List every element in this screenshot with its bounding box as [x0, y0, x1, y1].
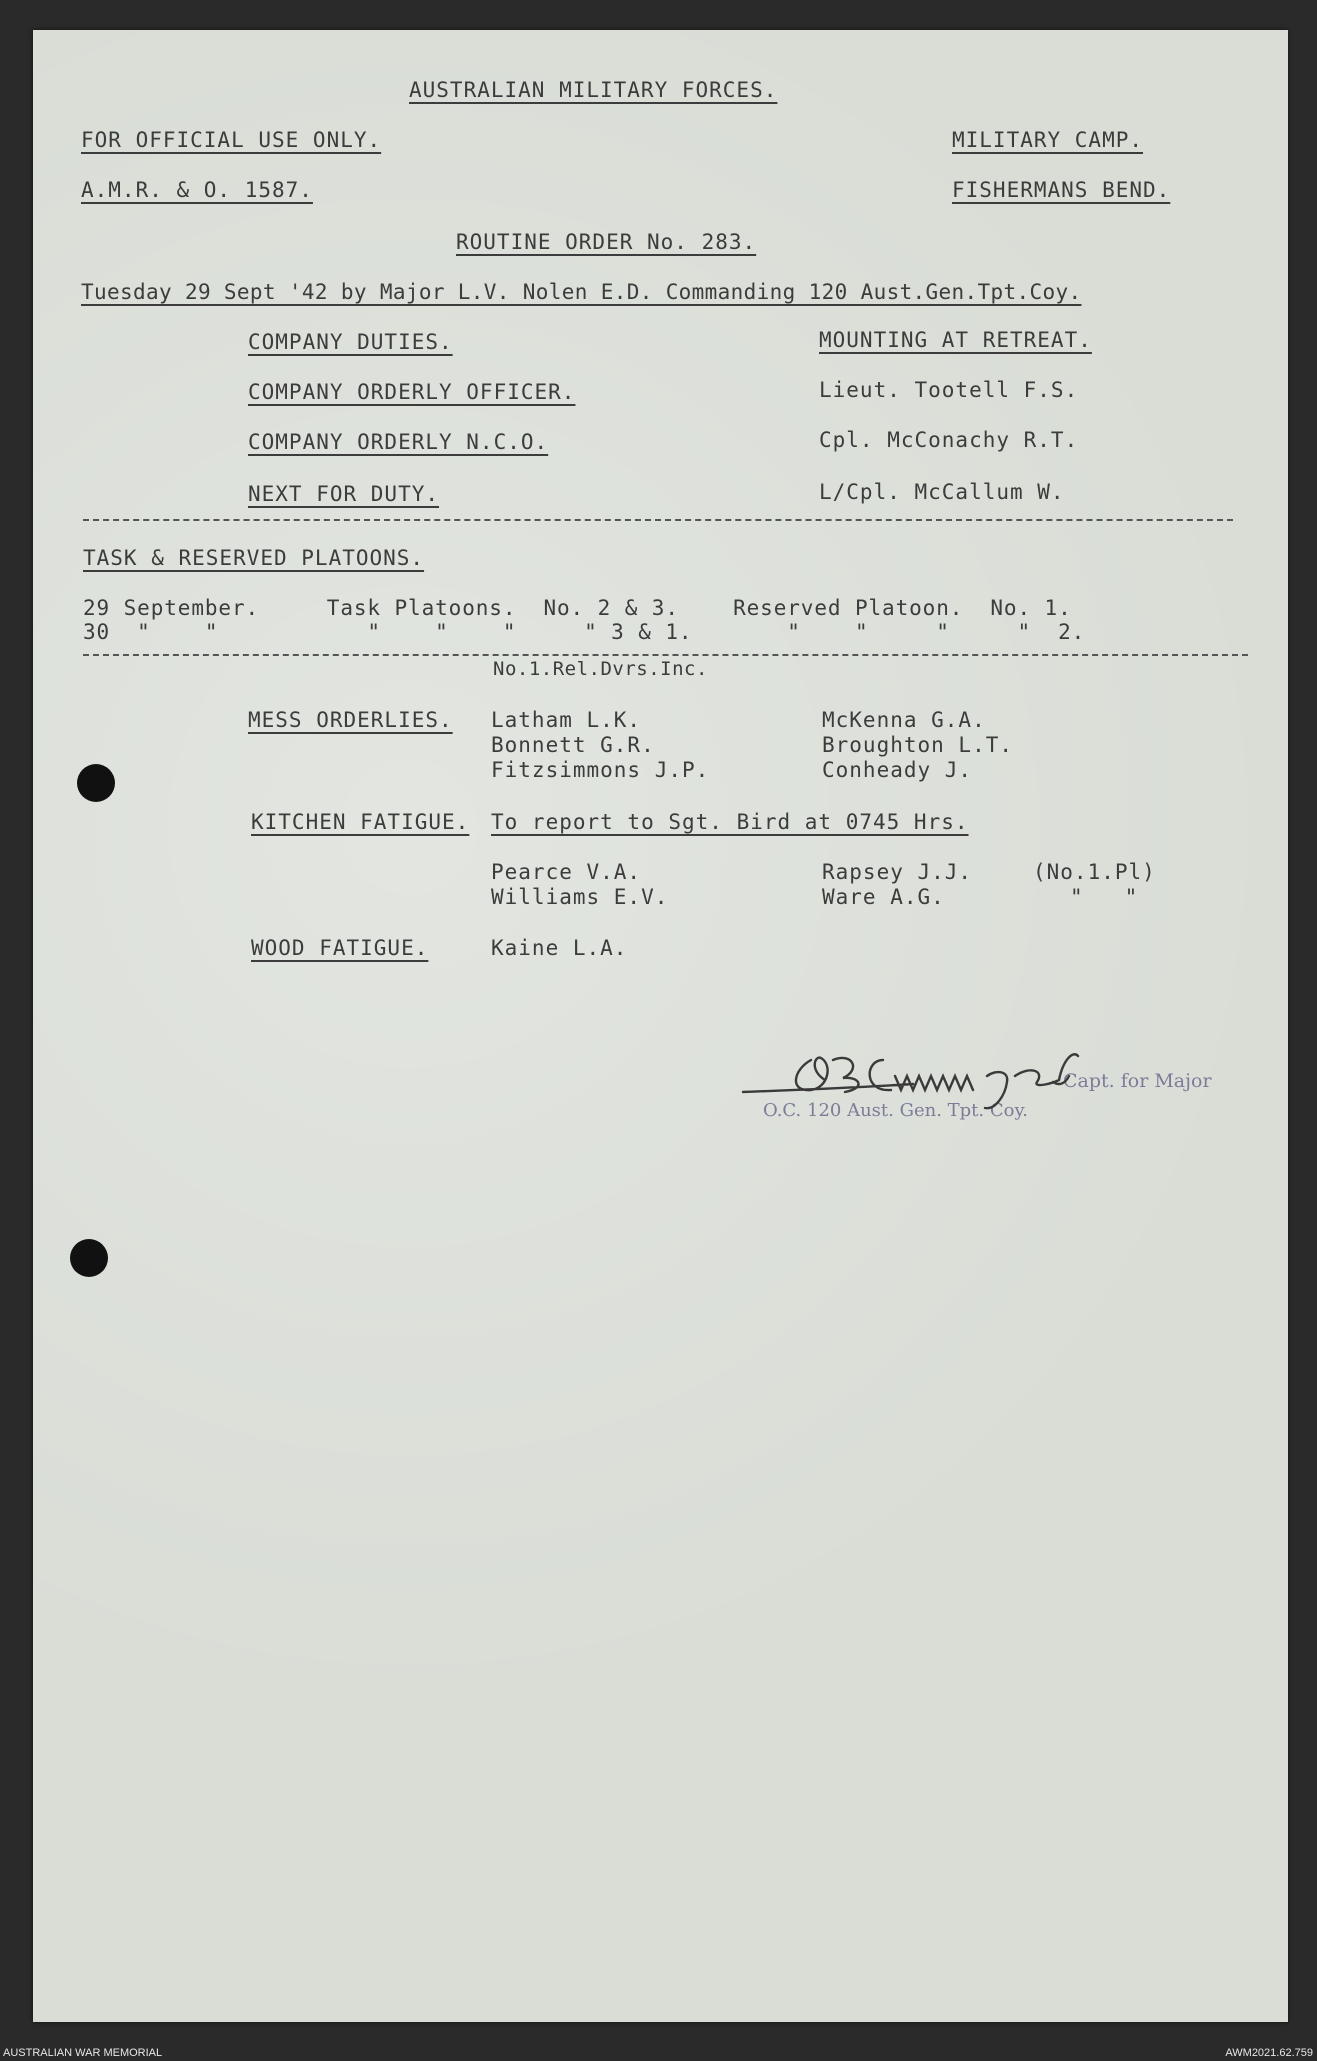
platoon-note: " "	[1070, 885, 1139, 909]
duty-value: Lieut. Tootell F.S.	[819, 378, 1079, 402]
duty-label: NEXT FOR DUTY.	[248, 482, 440, 506]
kitchen-name: Ware A.G.	[822, 885, 945, 909]
kitchen-fatigue-label: KITCHEN FATIGUE.	[251, 810, 470, 834]
platoon-row: 30 " " " " " " 3 & 1. " " " " 2.	[83, 620, 1086, 644]
duty-value: MOUNTING AT RETREAT.	[819, 328, 1092, 352]
amr-reference: A.M.R. & O. 1587.	[81, 178, 313, 202]
wood-fatigue-name: Kaine L.A.	[491, 936, 628, 960]
duty-value: Cpl. McConachy R.T.	[819, 428, 1079, 452]
footer-source: AUSTRALIAN WAR MEMORIAL	[3, 2047, 163, 2059]
relief-drivers-note: No.1.Rel.Dvrs.Inc.	[493, 658, 708, 680]
punch-hole	[77, 764, 115, 802]
footer-accession: AWM2021.62.759	[1225, 2047, 1313, 2059]
mess-orderlies-label: MESS ORDERLIES.	[248, 708, 453, 732]
handwritten-signature	[733, 1030, 1153, 1120]
official-use-label: FOR OFFICIAL USE ONLY.	[81, 128, 382, 152]
kitchen-instruction: To report to Sgt. Bird at 0745 Hrs.	[491, 810, 969, 834]
duty-label: COMPANY DUTIES.	[248, 330, 453, 354]
camp-label: MILITARY CAMP.	[952, 128, 1144, 152]
mess-name: Bonnett G.R.	[491, 733, 655, 757]
kitchen-name: Rapsey J.J.	[822, 860, 973, 884]
duty-label: COMPANY ORDERLY OFFICER.	[248, 380, 576, 404]
mess-name: Broughton L.T.	[822, 733, 1014, 757]
signature-stamp-line: Capt. for Major	[1063, 1070, 1212, 1092]
dashed-divider	[83, 654, 1248, 656]
mess-name: Fitzsimmons J.P.	[491, 758, 710, 782]
duty-value: L/Cpl. McCallum W.	[819, 480, 1065, 504]
platoon-note: (No.1.Pl)	[1033, 860, 1156, 884]
duty-label: COMPANY ORDERLY N.C.O.	[248, 430, 549, 454]
mess-name: Latham L.K.	[491, 708, 642, 732]
kitchen-name: Pearce V.A.	[491, 860, 642, 884]
document-title: AUSTRALIAN MILITARY FORCES.	[409, 78, 778, 102]
mess-name: McKenna G.A.	[822, 708, 986, 732]
dashed-divider	[83, 519, 1233, 521]
platoon-row: 29 September. Task Platoons. No. 2 & 3. Reserved Platoon. No. 1.	[83, 596, 1072, 620]
document-page	[33, 30, 1288, 2022]
signature-stamp-line: O.C. 120 Aust. Gen. Tpt. Coy.	[763, 1100, 1028, 1121]
kitchen-name: Williams E.V.	[491, 885, 669, 909]
mess-name: Conheady J.	[822, 758, 973, 782]
punch-hole	[70, 1239, 108, 1277]
routine-order-number: ROUTINE ORDER No. 283.	[456, 230, 757, 254]
location-label: FISHERMANS BEND.	[952, 178, 1171, 202]
order-line: Tuesday 29 Sept '42 by Major L.V. Nolen E.D. Commanding 120 Aust.Gen.Tpt.Coy.	[81, 280, 1082, 304]
platoons-heading: TASK & RESERVED PLATOONS.	[83, 546, 425, 570]
wood-fatigue-label: WOOD FATIGUE.	[251, 936, 429, 960]
